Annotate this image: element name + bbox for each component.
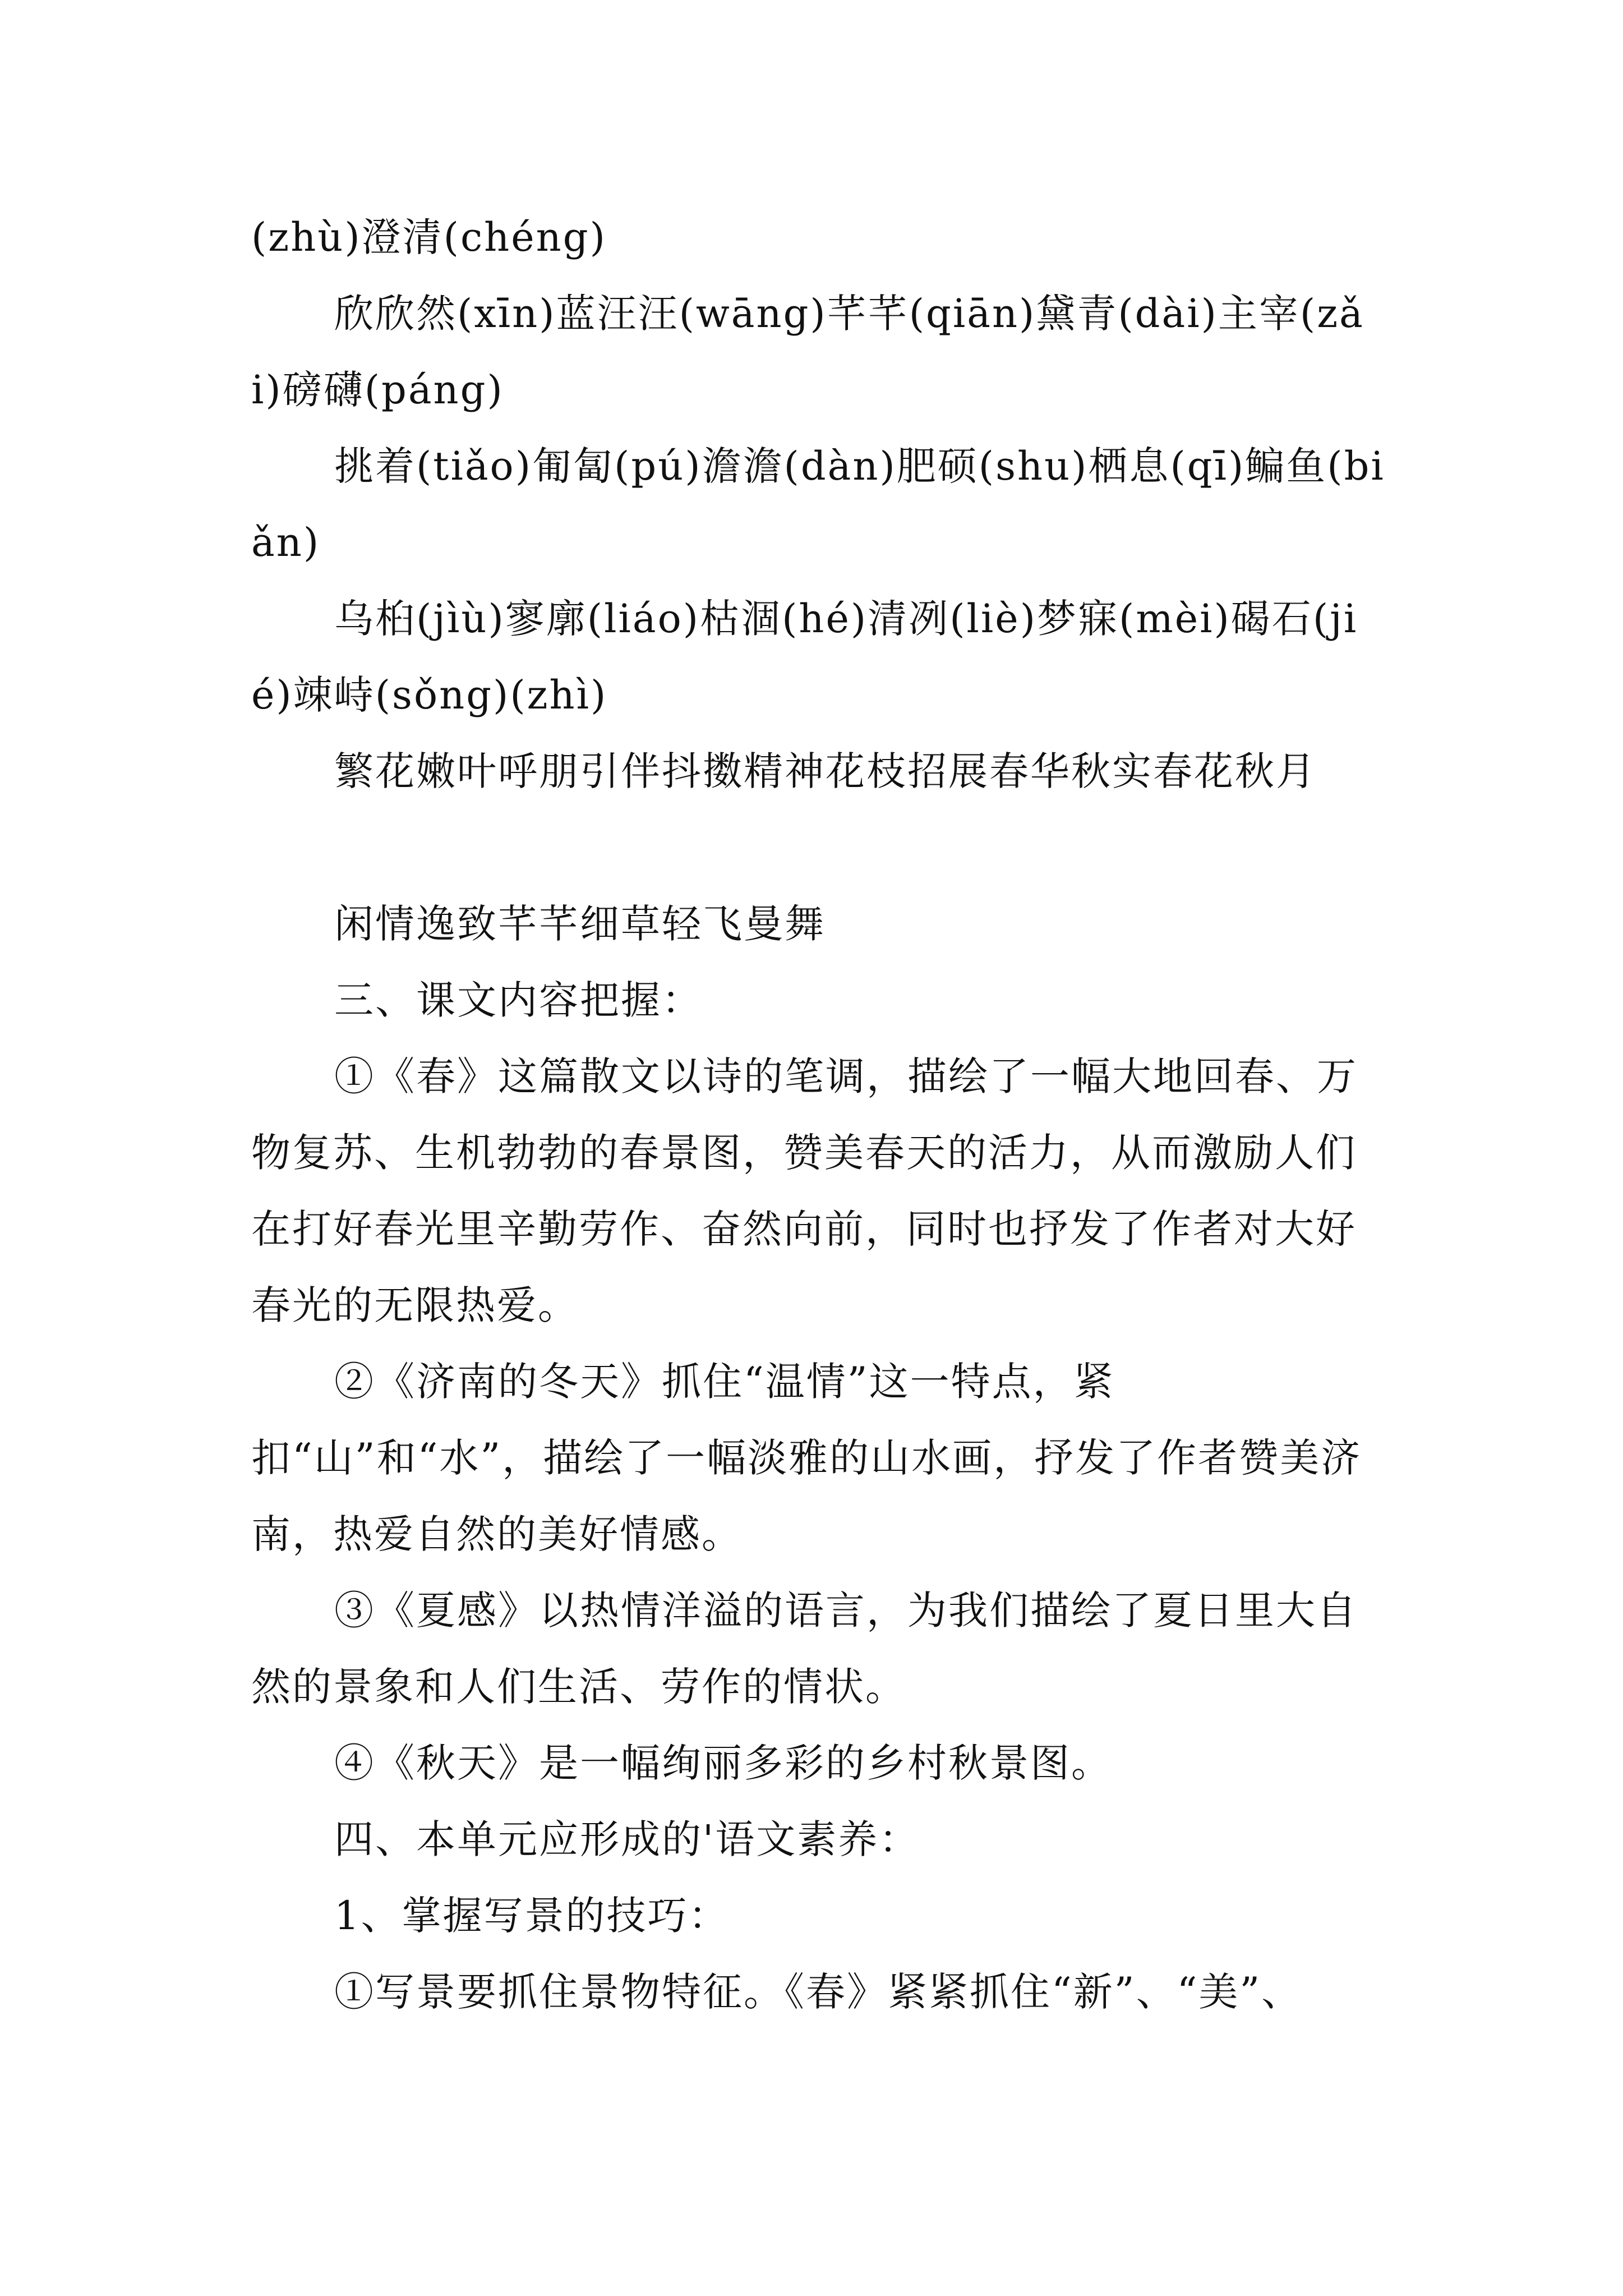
pinyin-line-zhu-cheng: (zhù)澄清(chéng)	[251, 214, 607, 260]
content-point-4: ④《秋天》是一幅绚丽多彩的乡村秋景图。	[334, 1740, 1112, 1786]
vocabulary-paragraph-1: 繁花嫩叶呼朋引伴抖擞精神花枝招展春华秋实春花秋月	[334, 748, 1317, 794]
pinyin-paragraph-3: 乌桕(jìù)寥廓(liáo)枯涸(hé)清冽(liè)梦寐(mèi)碣石(jié)竦峙(sǒng)(zhì)	[251, 596, 1358, 718]
vocabulary-paragraph-2: 闲情逸致芊芊细草轻飞曼舞	[334, 901, 826, 947]
content-point-3: ③《夏感》以热情洋溢的语言，为我们描绘了夏日里大自然的景象和人们生活、劳作的情状。	[251, 1588, 1358, 1710]
content-point-2: ②《济南的冬天》抓住“温情”这一特点，紧扣“山”和“水”，描绘了一幅淡雅的山水画，抒发了作者赞美济南，热爱自然的美好情感。	[251, 1359, 1362, 1557]
content-point-1: ①《春》这篇散文以诗的笔调，描绘了一幅大地回春、万物复苏、生机勃勃的春景图，赞美春天的活力，从而激励人们在打好春光里辛勤劳作、奋然向前，同时也抒发了作者对大好春光的无限热爱。	[251, 1053, 1358, 1328]
pinyin-paragraph-2: 挑着(tiǎo)匍匐(pú)澹澹(dàn)肥硕(shu)栖息(qī)鳊鱼(biǎn)	[251, 443, 1385, 565]
section-heading-4: 四、本单元应形成的'语文素养：	[334, 1816, 920, 1862]
pinyin-paragraph-1: 欣欣然(xīn)蓝汪汪(wāng)芊芊(qiān)黛青(dài)主宰(zǎi)磅礴(páng)	[251, 291, 1364, 413]
technique-point-1: ①写景要抓住景物特征。《春》紧紧抓住“新”、“美”、	[334, 1969, 1303, 2015]
subheading-1: 1、掌握写景的技巧：	[334, 1893, 730, 1939]
section-heading-3: 三、课文内容把握：	[334, 977, 703, 1023]
